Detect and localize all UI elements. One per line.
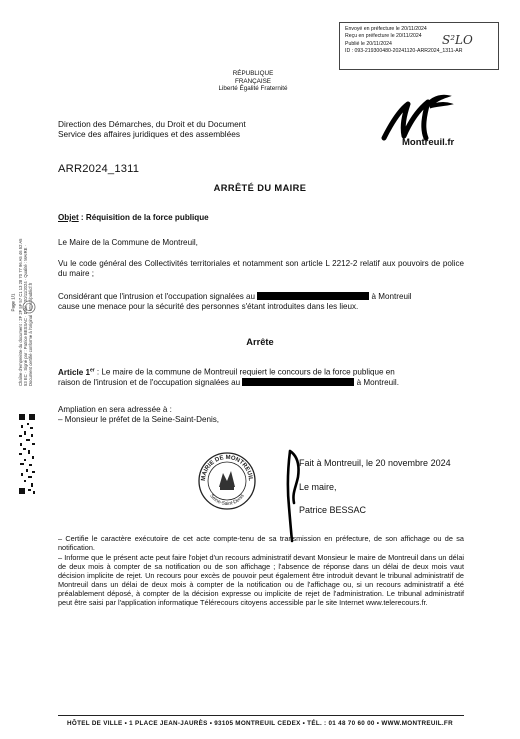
- stamp-received: Reçu en préfecture le 20/11/2024: [345, 33, 422, 40]
- article-text1: : Le maire de la commune de Montreuil requiert le concours de la force publique en: [94, 367, 395, 377]
- republic-motto: Liberté Égalité Fraternité: [218, 85, 288, 92]
- document-title: ARRÊTÉ DU MAIRE: [213, 183, 307, 193]
- seal-top-text: MAIRIE DE MONTREUIL: [200, 454, 254, 482]
- subject-line: [58, 213, 464, 223]
- article-paragraph: [58, 365, 464, 388]
- qr-code-icon: [18, 413, 36, 495]
- article-text2-after: à Montreuil.: [356, 377, 399, 387]
- issuing-department: [58, 120, 246, 140]
- transmission-stamp: [339, 22, 499, 70]
- reference-number: ARR2024_1311: [58, 163, 140, 175]
- subject-text: : Réquisition de la force publique: [78, 213, 209, 222]
- considerant-after: à Montreuil: [371, 292, 412, 301]
- appeal-notice: – Informe que le présent acte peut faire l'objet d'un recours administratif devant Monsieur le maire de Montreuil dans un délai de deux mois à compter de sa notification ou de son affichage ; l'absence de réponse dans un délai de deux mois vaut décision implicite de rejet. Un recours pour excès de pouvoir peut également être introduit devant le tribunal administratif de Montreuil dans un délai de deux mois à compter de la notification ou de l'affichage ou, si un recours administratif a été préalablement déposé, à compter de la décision expresse ou implicite de rejet de l'administration. Le tribunal administratif peut être saisi par l'application informatique Télérecours citoyens accessible par le site Internet www.telerecours.fr.: [58, 553, 464, 608]
- signature-role: Le maire,: [299, 482, 337, 492]
- republic-name: RÉPUBLIQUE FRANÇAISE: [232, 70, 274, 85]
- handwritten-note: S²LO: [442, 33, 473, 47]
- stamp-published: Publié le 20/11/2024: [345, 40, 392, 47]
- footer-address: HÔTEL DE VILLE • 1 PLACE JEAN-JAURÈS • 93105 MONTREUIL CEDEX • TÉL. : 01 48 70 60 00 • WWW.MONTREUIL.FR: [67, 720, 453, 727]
- considerant-line2: cause une menace pour la sécurité des personnes s'étant introduites dans les lieux.: [58, 302, 359, 312]
- footer-divider: [58, 715, 464, 716]
- montreuil-logo-icon: [378, 92, 458, 160]
- republic-header: [214, 70, 292, 93]
- article-text2-before: raison de l'intrusion et de l'occupation signalées au: [58, 377, 241, 387]
- stamp-id: ID : 093-219300480-20241120-ARR2024_1311-AR: [345, 48, 463, 55]
- ampliation-line1: Ampliation en sera adressée à :: [58, 405, 172, 414]
- vu-paragraph: Vu le code général des Collectivités territoriales et notamment son article L 2212-2 relatif aux pouvoirs de police du maire ;: [58, 259, 464, 279]
- direction-line: Direction des Démarches, du Droit et du Document: [58, 119, 246, 129]
- ampliation-line2: – Monsieur le préfet de la Seine-Saint-Denis,: [58, 415, 220, 425]
- arrete-heading: Arrête: [246, 337, 274, 347]
- page-indicator: Page 1/1: [10, 293, 16, 312]
- considerant-paragraph: [58, 292, 464, 312]
- official-seal-icon: [197, 451, 257, 511]
- redacted-address-2: [242, 378, 354, 386]
- redacted-address: [257, 292, 369, 300]
- service-line: Service des affaires juridiques et des assemblées: [58, 128, 241, 139]
- certify-notice: – Certifie le caractère exécutoire de cet acte compte-tenu de sa transmission en préfecture, de son affichage ou de sa notification.: [58, 534, 464, 553]
- considerant-before: Considérant que l'intrusion et l'occupation signalées au: [58, 292, 256, 301]
- article-label: Article 1er: [58, 367, 95, 377]
- logo-wordmark: Montreuil.fr: [402, 137, 455, 148]
- signature-name: Patrice BESSAC: [299, 505, 367, 515]
- signature-certificate-text: Chaîne d'empreinte du document : 2F 2F 5F 57 C1 13 28 70 77 96 A5 46 52 A5 53 EC · Signé par : Patrice BESSAC · Date : 20/11/2024 · Qualité : MAIRE · Document certifié conforme à l'original · https://publicf.fr: [18, 238, 33, 386]
- signature-seal-icon: [22, 300, 36, 314]
- ampliation-block: [58, 405, 464, 425]
- signature-place-date: Fait à Montreuil, le 20 novembre 2024: [299, 458, 451, 468]
- stamp-sent: Envoyé en préfecture le 20/11/2024: [345, 26, 427, 32]
- intro-paragraph: Le Maire de la Commune de Montreuil,: [58, 238, 198, 247]
- subject-label: Objet: [58, 213, 79, 222]
- seal-bottom-text: Seine-Saint-Denis: [208, 493, 246, 508]
